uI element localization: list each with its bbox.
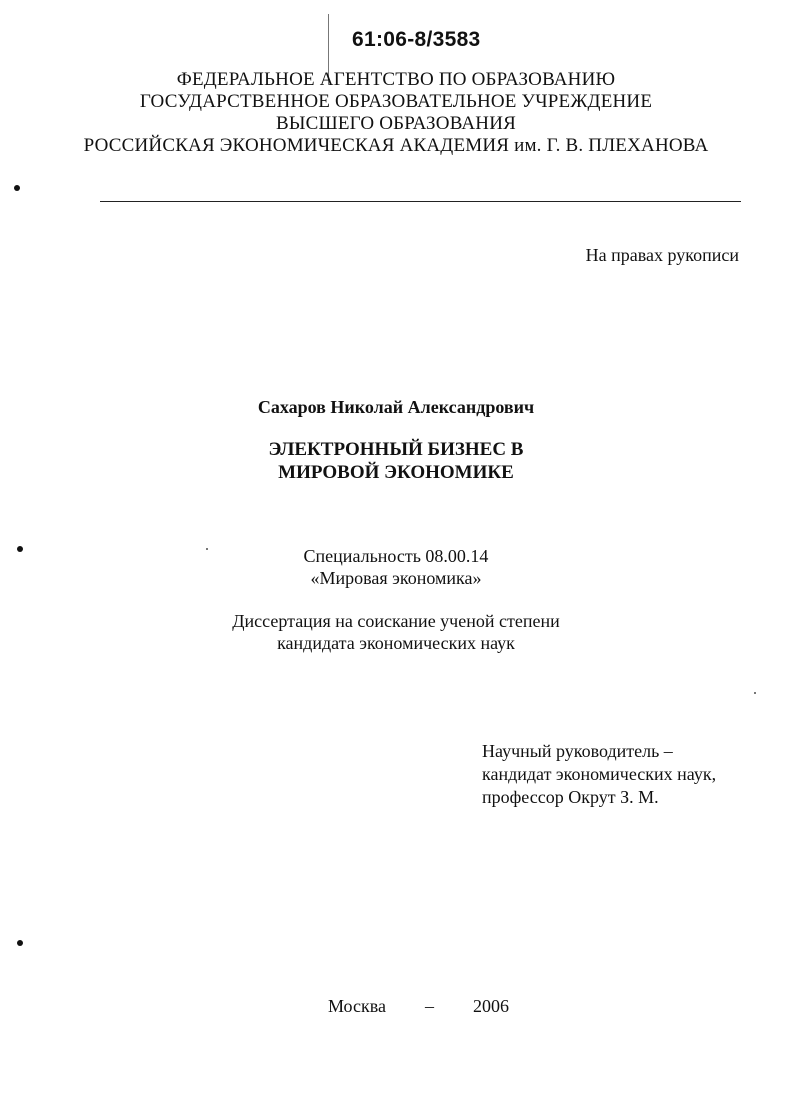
degree-line-2: кандидата экономических наук xyxy=(277,633,515,653)
binding-hole-mark xyxy=(14,185,20,191)
manuscript-rights: На правах рукописи xyxy=(585,245,739,265)
title-line-2: МИРОВОЙ ЭКОНОМИКЕ xyxy=(278,462,514,483)
dissertation-title xyxy=(0,438,792,484)
specialty-name: «Мировая экономика» xyxy=(310,568,482,588)
binding-hole-mark xyxy=(17,940,23,946)
scan-speck xyxy=(206,548,208,550)
advisor-name: профессор Окрут З. М. xyxy=(482,787,659,807)
archive-code: 61:06-8/3583 xyxy=(352,28,481,51)
footer-city: Москва xyxy=(328,996,386,1016)
binding-hole-mark xyxy=(17,546,23,552)
header-divider xyxy=(100,201,741,202)
advisor-degree: кандидат экономических наук, xyxy=(482,764,717,784)
header-line-academy: РОССИЙСКАЯ ЭКОНОМИЧЕСКАЯ АКАДЕМИЯ им. Г. В. ПЛЕХАНОВА xyxy=(83,135,709,156)
footer-year: 2006 xyxy=(473,996,509,1016)
advisor-block xyxy=(482,740,716,809)
author-name: Сахаров Николай Александрович xyxy=(257,397,535,417)
title-line-1: ЭЛЕКТРОННЫЙ БИЗНЕС В xyxy=(268,439,524,460)
header-block xyxy=(0,69,792,157)
header-line-higher-education: ВЫСШЕГО ОБРАЗОВАНИЯ xyxy=(275,113,517,134)
header-line-agency: ФЕДЕРАЛЬНОЕ АГЕНТСТВО ПО ОБРАЗОВАНИЮ xyxy=(176,69,616,90)
specialty-block xyxy=(0,545,792,589)
degree-line-1: Диссертация на соискание ученой степени xyxy=(232,611,560,631)
footer-dash: – xyxy=(425,996,434,1016)
specialty-code: Специальность 08.00.14 xyxy=(303,546,489,566)
degree-block xyxy=(0,610,792,654)
header-line-institution: ГОСУДАРСТВЕННОЕ ОБРАЗОВАТЕЛЬНОЕ УЧРЕЖДЕНИЕ xyxy=(139,91,653,112)
scan-speck xyxy=(754,692,756,694)
advisor-role: Научный руководитель – xyxy=(482,741,673,761)
